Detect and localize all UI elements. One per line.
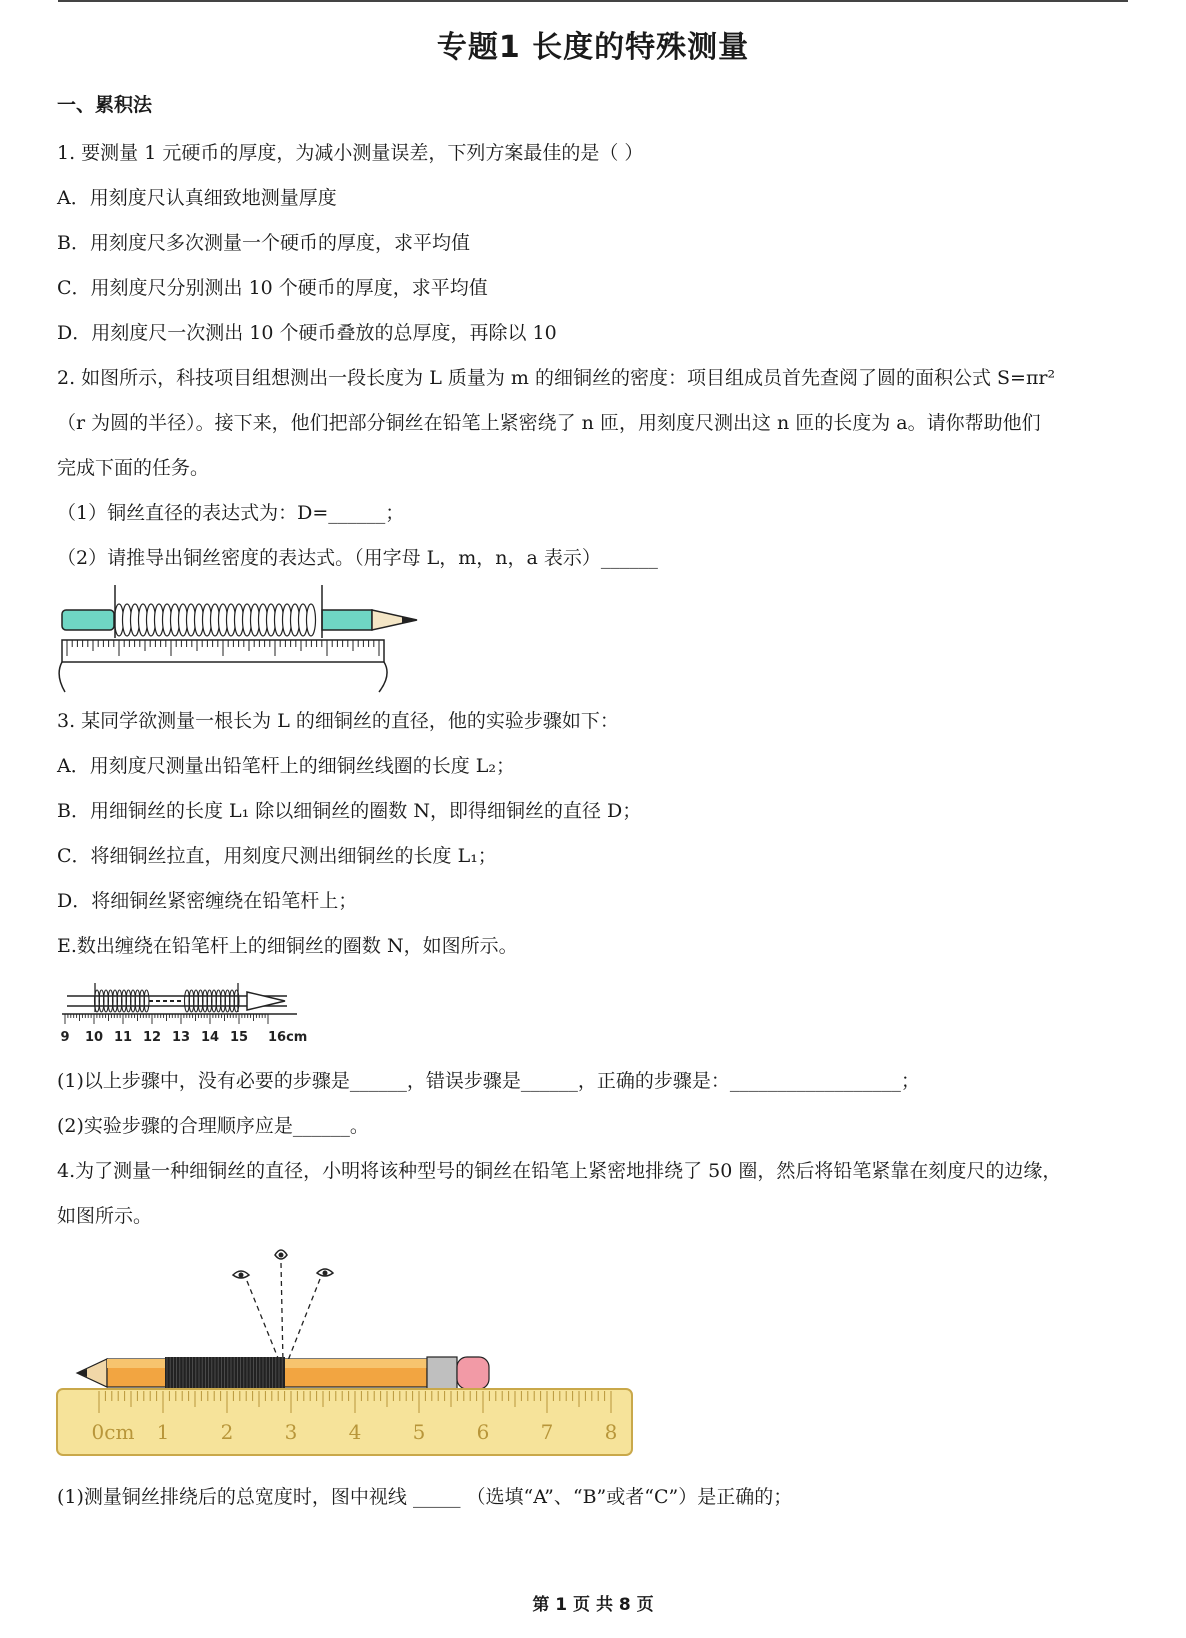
q4-stem-line2: 如图所示。 [57,1205,153,1227]
eye-c-icon [317,1269,333,1276]
q3-step-e: E.数出缠绕在铅笔杆上的细铜丝的圈数 N，如图所示。 [57,935,518,957]
eye-a-icon [233,1271,249,1278]
figure-coil-ruler [57,968,307,1048]
page-title: 专题1 长度的特殊测量 [436,30,750,65]
ruler-label: 3 [284,1420,298,1444]
q3-step-b: B．用细铜丝的长度 L₁ 除以细铜丝的圈数 N，即得细铜丝的直径 D； [57,800,642,822]
ruler-label: 0cm [91,1420,135,1444]
q2-stem-line1: 2. 如图所示，科技项目组想测出一段长度为 L 质量为 m 的细铜丝的密度：项目组成员首先查阅了圆的面积公式 S=πr² [57,367,1056,389]
wire-coil-right [185,983,240,1012]
q1-option-c: C．用刻度尺分别测出 10 个硬币的厚度，求平均值 [57,277,488,299]
ruler-ticks [65,1014,268,1024]
ruler-label: 8 [604,1420,618,1444]
ruler-label: 15 [229,1030,249,1045]
q2-sub2: （2）请推导出铜丝密度的表达式。（用字母 L，m，n，a 表示）______ [57,547,658,569]
section-heading: 一、累积法 [57,94,153,116]
page-footer: 第 1 页 共 8 页 [532,1595,654,1615]
header-rule [58,0,1128,2]
q2-sub1: （1）铜丝直径的表达式为：D=______； [57,502,405,524]
ruler-label: 7 [540,1420,554,1444]
q1-option-d: D．用刻度尺一次测出 10 个硬币叠放的总厚度，再除以 10 [57,322,557,344]
q3-sub2: (2)实验步骤的合理顺序应是______。 [57,1115,369,1137]
ruler-label: 1 [156,1420,170,1444]
q3-stem: 3. 某同学欲测量一根长为 L 的细铜丝的直径，他的实验步骤如下： [57,710,619,732]
q3-sub1: (1)以上步骤中，没有必要的步骤是______，错误步骤是______，正确的步骤是：__________________； [57,1070,920,1092]
wire-coil-left [95,983,150,1012]
ruler-label: 14 [200,1030,220,1045]
ruler-label: 10 [84,1030,104,1045]
ruler-label: 12 [142,1030,162,1045]
ruler-label: 4 [348,1420,362,1444]
q1-option-b: B．用刻度尺多次测量一个硬币的厚度，求平均值 [57,232,470,254]
figure-pencil-ruler-sightlines [55,1245,640,1460]
ruler-label: 13 [171,1030,191,1045]
q2-stem-line2: （r 为圆的半径）。接下来，他们把部分铜丝在铅笔上紧密绕了 n 匝，用刻度尺测出这 n 匝的长度为 a。请你帮助他们 [57,412,1041,434]
q4-sub1: (1)测量铜丝排绕后的总宽度时，图中视线 _____ （选填“A”、“B”或者“C”）是正确的； [57,1486,793,1508]
ruler-label: 6 [476,1420,490,1444]
figure-pencil-coil [57,580,427,695]
coil-loop [307,604,316,636]
q1-stem: 1. 要测量 1 元硬币的厚度，为减小测量误差，下列方案最佳的是（ ） [57,142,644,164]
q3-step-d: D．将细铜丝紧密缠绕在铅笔杆上； [57,890,358,912]
wire-coil [115,604,316,636]
q4-stem-line1: 4.为了测量一种细铜丝的直径，小明将该种型号的铜丝在铅笔上紧密地排绕了 50 圈，然后将铅笔紧靠在刻度尺的边缘， [57,1160,1062,1182]
ruler-label: 2 [220,1420,234,1444]
ruler-label: 9 [60,1030,70,1045]
ruler-label: 11 [113,1030,133,1045]
ruler-label: 5 [412,1420,426,1444]
ruler-label: 16cm [268,1030,307,1045]
ruler-labels [60,1030,307,1045]
eye-b-icon [275,1250,287,1259]
q1-option-a: A．用刻度尺认真细致地测量厚度 [57,187,337,209]
q3-step-c: C．将细铜丝拉直，用刻度尺测出细铜丝的长度 L₁； [57,845,497,867]
q2-stem-line3: 完成下面的任务。 [57,457,210,479]
q3-step-a: A．用刻度尺测量出铅笔杆上的细铜丝线圈的长度 L₂； [57,755,515,777]
